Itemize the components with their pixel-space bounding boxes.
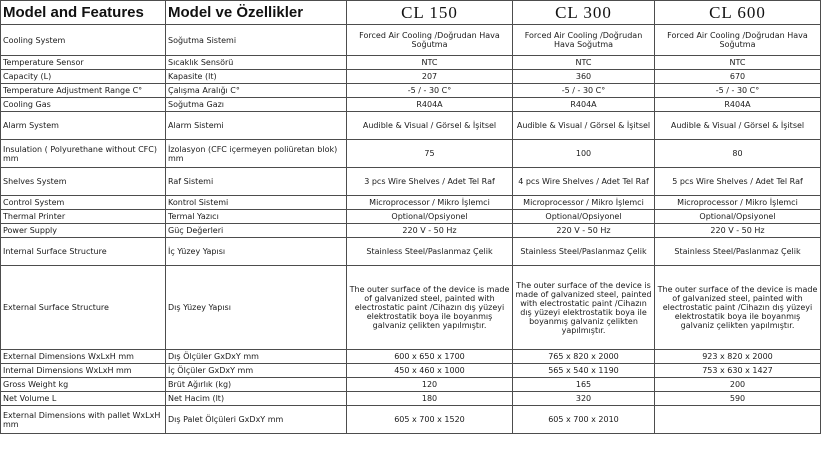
row-net-volume [1, 392, 821, 406]
row-thermal-printer [1, 210, 821, 224]
value-cl600: Stainless Steel/Paslanmaz Çelik [655, 238, 821, 266]
label-tr: Kontrol Sistemi [166, 196, 347, 210]
value-cl300: 320 [513, 392, 655, 406]
value-cl300: Audible & Visual / Görsel & İşitsel [513, 112, 655, 140]
value-cl300: 565 x 540 x 1190 [513, 364, 655, 378]
label-tr: Dış Palet Ölçüleri GxDxY mm [166, 406, 347, 434]
value-cl300: 100 [513, 140, 655, 168]
value-cl150: The outer surface of the device is made of galvanized steel, painted with electrostatic paint /Cihazın dış yüzeyi elektrostatik boya ile boyanmış galvaniz çelikten yapılmıştır. [347, 266, 513, 350]
label-tr: Brüt Ağırlık (kg) [166, 378, 347, 392]
row-gross-weight [1, 378, 821, 392]
value-cl600: Forced Air Cooling /Doğrudan Hava Soğutma [655, 25, 821, 56]
value-cl300: Microprocessor / Mikro İşlemci [513, 196, 655, 210]
label-tr: İzolasyon (CFC içermeyen poliüretan blok) mm [166, 140, 347, 168]
label-en: Gross Weight kg [1, 378, 166, 392]
label-en: Insulation ( Polyurethane without CFC) mm [1, 140, 166, 168]
value-cl150: 220 V - 50 Hz [347, 224, 513, 238]
value-cl300: 4 pcs Wire Shelves / Adet Tel Raf [513, 168, 655, 196]
value-cl600: 200 [655, 378, 821, 392]
header-model-cl150: CL 150 [347, 1, 513, 25]
label-en: Internal Dimensions WxLxH mm [1, 364, 166, 378]
value-cl300: NTC [513, 56, 655, 70]
value-cl150: 75 [347, 140, 513, 168]
label-en: Internal Surface Structure [1, 238, 166, 266]
label-en: Shelves System [1, 168, 166, 196]
value-cl600: 5 pcs Wire Shelves / Adet Tel Raf [655, 168, 821, 196]
value-cl150: Optional/Opsiyonel [347, 210, 513, 224]
value-cl150: R404A [347, 98, 513, 112]
header-row [1, 1, 821, 25]
row-external-dimensions [1, 350, 821, 364]
label-tr: Net Hacim (lt) [166, 392, 347, 406]
label-en: External Dimensions with pallet WxLxH mm [1, 406, 166, 434]
label-en: Alarm System [1, 112, 166, 140]
value-cl150: Forced Air Cooling /Doğrudan Hava Soğutma [347, 25, 513, 56]
row-insulation [1, 140, 821, 168]
row-temperature-range [1, 84, 821, 98]
label-tr: İç Ölçüler GxDxY mm [166, 364, 347, 378]
label-en: Power Supply [1, 224, 166, 238]
value-cl600: 220 V - 50 Hz [655, 224, 821, 238]
label-tr: Sıcaklık Sensörü [166, 56, 347, 70]
label-tr: Termal Yazıcı [166, 210, 347, 224]
value-cl150: 605 x 700 x 1520 [347, 406, 513, 434]
label-tr: Güç Değerleri [166, 224, 347, 238]
value-cl150: 450 x 460 x 1000 [347, 364, 513, 378]
header-model-cl300: CL 300 [513, 1, 655, 25]
value-cl150: -5 / - 30 C° [347, 84, 513, 98]
value-cl300: 765 x 820 x 2000 [513, 350, 655, 364]
row-cooling-system [1, 25, 821, 56]
value-cl600: 590 [655, 392, 821, 406]
row-cooling-gas [1, 98, 821, 112]
value-cl150: 207 [347, 70, 513, 84]
value-cl300: The outer surface of the device is made of galvanized steel, painted with electrostatic paint /Cihazın dış yüzeyi elektrostatik boya ile boyanmış galvaniz çelikten yapılmıştır. [513, 266, 655, 350]
value-cl150: 120 [347, 378, 513, 392]
label-tr: Dış Yüzey Yapısı [166, 266, 347, 350]
row-internal-dimensions [1, 364, 821, 378]
value-cl600: R404A [655, 98, 821, 112]
value-cl600: -5 / - 30 C° [655, 84, 821, 98]
value-cl300: Optional/Opsiyonel [513, 210, 655, 224]
label-en: External Dimensions WxLxH mm [1, 350, 166, 364]
header-features-tr: Model ve Özellikler [166, 1, 347, 25]
label-en: Temperature Sensor [1, 56, 166, 70]
row-power-supply [1, 224, 821, 238]
row-pallet-dimensions [1, 406, 821, 434]
row-external-surface [1, 266, 821, 350]
value-cl300: 165 [513, 378, 655, 392]
value-cl300: Stainless Steel/Paslanmaz Çelik [513, 238, 655, 266]
label-tr: Soğutma Gazı [166, 98, 347, 112]
header-features-en: Model and Features [1, 1, 166, 25]
label-en: Cooling Gas [1, 98, 166, 112]
value-cl300: R404A [513, 98, 655, 112]
value-cl150: Audible & Visual / Görsel & İşitsel [347, 112, 513, 140]
value-cl300: -5 / - 30 C° [513, 84, 655, 98]
value-cl150: Microprocessor / Mikro İşlemci [347, 196, 513, 210]
label-tr: Dış Ölçüler GxDxY mm [166, 350, 347, 364]
label-tr: Kapasite (lt) [166, 70, 347, 84]
label-en: Capacity (L) [1, 70, 166, 84]
label-en: External Surface Structure [1, 266, 166, 350]
value-cl150: 600 x 650 x 1700 [347, 350, 513, 364]
value-cl150: 180 [347, 392, 513, 406]
label-tr: Çalışma Aralığı C° [166, 84, 347, 98]
label-tr: Soğutma Sistemi [166, 25, 347, 56]
value-cl300: 220 V - 50 Hz [513, 224, 655, 238]
header-model-cl600: CL 600 [655, 1, 821, 25]
label-en: Thermal Printer [1, 210, 166, 224]
row-capacity [1, 70, 821, 84]
value-cl300: 605 x 700 x 2010 [513, 406, 655, 434]
value-cl150: NTC [347, 56, 513, 70]
row-alarm-system [1, 112, 821, 140]
value-cl600: Optional/Opsiyonel [655, 210, 821, 224]
value-cl300: 360 [513, 70, 655, 84]
value-cl600: 923 x 820 x 2000 [655, 350, 821, 364]
value-cl600: Audible & Visual / Görsel & İşitsel [655, 112, 821, 140]
label-tr: Alarm Sistemi [166, 112, 347, 140]
label-en: Temperature Adjustment Range C° [1, 84, 166, 98]
value-cl150: Stainless Steel/Paslanmaz Çelik [347, 238, 513, 266]
label-en: Cooling System [1, 25, 166, 56]
value-cl600: The outer surface of the device is made of galvanized steel, painted with electrostatic paint /Cihazın dış yüzeyi elektrostatik boya ile boyanmış galvaniz çelikten yapılmıştır. [655, 266, 821, 350]
label-en: Net Volume L [1, 392, 166, 406]
value-cl600: NTC [655, 56, 821, 70]
row-shelves-system [1, 168, 821, 196]
row-control-system [1, 196, 821, 210]
label-en: Control System [1, 196, 166, 210]
value-cl600: 753 x 630 x 1427 [655, 364, 821, 378]
label-tr: Raf Sistemi [166, 168, 347, 196]
value-cl150: 3 pcs Wire Shelves / Adet Tel Raf [347, 168, 513, 196]
value-cl600: 670 [655, 70, 821, 84]
value-cl300: Forced Air Cooling /Doğrudan Hava Soğutma [513, 25, 655, 56]
value-cl600: 80 [655, 140, 821, 168]
row-internal-surface [1, 238, 821, 266]
value-cl600 [655, 406, 821, 434]
row-temperature-sensor [1, 56, 821, 70]
label-tr: İç Yüzey Yapısı [166, 238, 347, 266]
value-cl600: Microprocessor / Mikro İşlemci [655, 196, 821, 210]
